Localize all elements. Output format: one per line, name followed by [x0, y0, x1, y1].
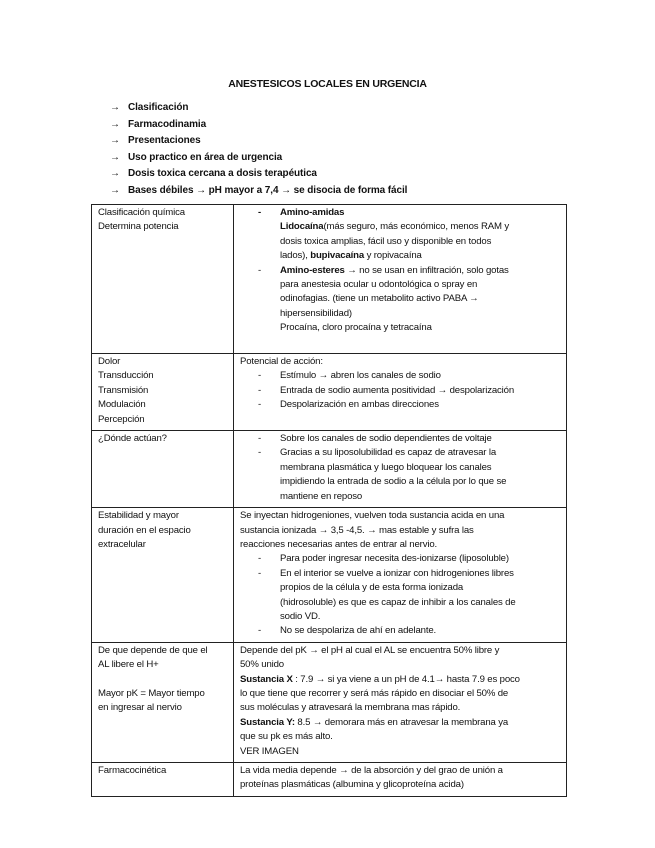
table-row — [92, 763, 567, 797]
table-row — [92, 205, 567, 354]
row-label-cell: ¿Dónde actúan? — [92, 431, 234, 508]
row-label-cell: Farmacocinética — [92, 763, 234, 797]
topic-item: → Uso practico en área de urgencia — [110, 150, 407, 167]
table-row — [92, 508, 567, 643]
topic-item: → Dosis toxica cercana a dosis terapéutica — [110, 166, 407, 183]
table-row — [92, 431, 567, 508]
row-content-cell: Depende del pK → el pH al cual el AL se encuentra 50% libre y 50% unido Sustancia X : 7.9 → si ya viene a un pH de 4.1→ hasta 7.9 es poco lo que tiene que recorrer y será más rápido en disociar el 50% de sus moléculas y atravesará la membrana mas rápido. Sustancia Y: 8.5 → demorara más en atravesar la membrana ya que su pk es más alto. VER IMAGEN — [234, 642, 567, 762]
row-content-cell: - Amino-amidas Lidocaína(más seguro, más económico, menos RAM y dosis toxica amplias, fácil uso y disponible en todos lados), bupivacaína y ropivacaína - Amino-esteres → no se usan en infiltración, solo gotas para anestesia ocular u odontológica o spray en odinofagias. (tiene un metabolito activo PABA → hipersensibilidad) Procaína, cloro procaína y tetracaína — [234, 205, 567, 354]
arrow-icon: → — [110, 151, 120, 163]
summary-table — [91, 204, 567, 797]
topic-item: → Bases débiles → pH mayor a 7,4 → se disocia de forma fácil — [110, 183, 407, 200]
see-image-note: VER IMAGEN — [240, 745, 299, 757]
arrow-icon: → — [110, 168, 120, 179]
row-label-cell: Estabilidad y mayor duración en el espacio extracelular — [92, 508, 234, 643]
document-title: ANESTESICOS LOCALES EN URGENCIA — [228, 78, 427, 90]
row-content-cell: - Sobre los canales de sodio dependientes de voltaje - Gracias a su liposolubilidad es capaz de atravesar la membrana plasmática y luego bloquear los canales impidiendo la entrada de sodio a la célula por lo que se mantiene en reposo — [234, 431, 567, 508]
row-content-cell: Potencial de acción: - Estímulo → abren los canales de sodio - Entrada de sodio aumenta positividad → despolarización - Despolarización en ambas direcciones — [234, 354, 567, 431]
arrow-icon: → — [110, 184, 120, 196]
topic-item: → Presentaciones — [110, 133, 407, 150]
row-content-cell: Se inyectan hidrogeniones, vuelven toda sustancia acida en una sustancia ionizada → 3,5 -4,5. → mas estable y sufra las reacciones necesarias antes de entrar al nervio. - Para poder ingresar necesita des-ionizarse (liposoluble) - En el interior se vuelve a ionizar con hidrogeniones libres propios de la célula y de esta forma ionizada (hidrosoluble) es que es capaz de inhibir a los canales de sodio VD. - No se despolariza de ahí en adelante. — [234, 508, 567, 643]
row-label-cell: Dolor Transducción Transmisión Modulación Percepción — [92, 354, 234, 431]
arrow-icon: → — [110, 118, 120, 130]
row-content-cell: La vida media depende → de la absorción y del grao de unión a proteínas plasmáticas (albumina y glicoproteína acida) — [234, 763, 567, 797]
topic-item: → Farmacodinamia — [110, 117, 407, 134]
arrow-icon: → — [110, 135, 120, 146]
row-label-cell: De que depende de que el AL libere el H+ Mayor pK = Mayor tiempo en ingresar al nervio — [92, 642, 234, 762]
table-row — [92, 354, 567, 431]
row-label-cell: Clasificación química Determina potencia — [92, 205, 234, 354]
topic-item: → Clasificación — [110, 100, 407, 117]
table-row — [92, 642, 567, 762]
arrow-icon: → — [110, 102, 120, 113]
topic-list — [110, 100, 407, 199]
